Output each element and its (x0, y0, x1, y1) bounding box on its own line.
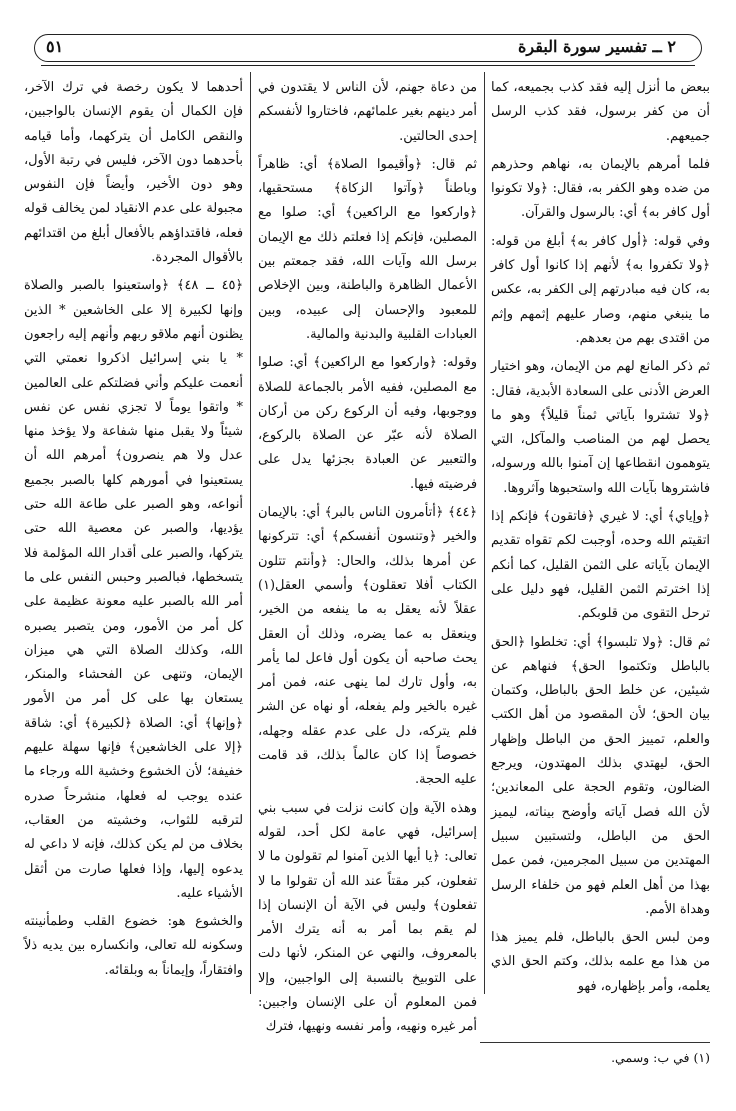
text-column-middle (258, 76, 477, 1035)
paragraph: فلما أمرهم بالإيمان به، نهاهم وحذرهم من ضده وهو الكفر به، فقال: ﴿ولا تكونوا أول كافر به﴾ أي: بالرسول والقرآن. (491, 156, 710, 221)
paragraph: وقوله: ﴿واركعوا مع الراكعين﴾ أي: صلوا مع المصلين، ففيه الأمر بالجماعة للصلاة ووجوبها، وفيه أن الركوع ركن من أركان الصلاة لأنه عبّر عن الصلاة بالركوع، والتعبير عن العبادة بجزئها يدل على فرضيته فيها. (258, 355, 477, 492)
paragraph: ﴿٤٤﴾ ﴿أتأمرون الناس بالبر﴾ أي: بالإيمان والخير ﴿وتنسون أنفسكم﴾ أي: تتركونها عن أمرها بذلك، والحال: ﴿وأنتم تتلون الكتاب أفلا تعقلون﴾ وأسمي العقل(١) عقلاً لأنه يعقل به ما ينفعه من الخير، وينعقل به عما يضره، وذلك أن العقل يحث صاحبه أن يكون أول فاعل لما يأمر به، وأول تارك لما ينهى عنه، فمن أمر غيره بالخير ولم يفعله، أو نهاه عن الشر فلم يتركه، دل على عدم عقله وجهله، خصوصاً إذا كان عالماً بذلك، قد قامت عليه الحجة. (258, 505, 477, 788)
paragraph: ﴿وإياي﴾ أي: لا غيري ﴿فاتقون﴾ فإنكم إذا اتقيتم الله وحده، أوجبت لكم تقواه تقديم الإيمان بآياته على الثمن القليل، كما أنكم إذا اخترتم الثمن القليل، فهو دليل على ترحل التقوى من قلوبكم. (491, 509, 710, 622)
page-header (34, 34, 702, 64)
paragraph: وهذه الآية وإن كانت نزلت في سبب بني إسرائيل، فهي عامة لكل أحد، لقوله تعالى: ﴿يا أيها الذين آمنوا لم تقولون ما لا تفعلون، كبر مقتاً عند الله أن تقولوا ما لا تفعلون﴾ وليس في الآية أن الإنسان إذا لم يقم بما أمر به أنه يترك الأمر بالمعروف، والنهي عن المنكر، لأنها دلت على التوبيخ بالنسبة إلى الواجبين، وإلا فمن المعلوم أن على الإنسان واجبين: أمر غيره ونهيه، وأمر نفسه ونهيها، فترك (258, 800, 477, 1035)
text-column-left (24, 76, 243, 986)
paragraph: ثم قال: ﴿ولا تلبسوا﴾ أي: تخلطوا ﴿الحق بالباطل وتكتموا الحق﴾ فنهاهم عن شيئين، عن خلط الحق بالباطل، وكتمان بيان الحق؛ لأن المقصود من أهل الكتب والعلم، تمييز الحق من الباطل وإظهار الحق، ليهتدي بذلك المهتدون، ويرجع الضالون، وتقوم الحجة على المعاندين؛ لأن الله فصل آياته وأوضح بيناته، ليميز الحق من الباطل، ولتستبين سبيل المهتدين من سبيل المجرمين، فمن عمل بهذا من أهل العلم فهو من خلفاء الرسل وهداة الأمم. (491, 634, 710, 917)
paragraph: والخشوع هو: خضوع القلب وطمأنينته وسكونه لله تعالى، وانكساره بين يديه ذلاً وافتقاراً، وإيماناً به وبلقائه. (24, 914, 243, 978)
text-column-right (491, 76, 710, 994)
paragraph: أحدهما لا يكون رخصة في ترك الآخر، فإن الكمال أن يقوم الإنسان بالواجبين، والنقص الكامل أن يتركهما، وأما قيامه بأحدهما دون الآخر، فليس في رتبة الأول، وهو دون الأخير، وأيضاً فإن النفوس مجبولة على عدم الانقياد لمن يخالف قوله فعله، فاقتداؤهم بالأفعال أبلغ من اقتدائهم بالأقوال المجردة. (24, 80, 243, 266)
footnote: (١) في ب: وسمي. (611, 1050, 710, 1065)
footnote-rule (480, 1042, 710, 1043)
paragraph: ﴿٤٥ ــ ٤٨﴾ ﴿واستعينوا بالصبر والصلاة وإنها لكبيرة إلا على الخاشعين * الذين يظنون أنهم ملاقو ربهم وأنهم إليه راجعون * يا بني إسرائيل اذكروا نعمتي التي أنعمت عليكم وأني فضلتكم على العالمين * واتقوا يوماً لا تجزي نفس عن نفس شيئاً ولا يقبل منها شفاعة ولا يؤخذ منها عدل ولا هم ينصرون﴾ أمرهم الله أن يستعينوا في أمورهم كلها بالصبر بجميع أنواعه، وهو الصبر على طاعة الله حتى يؤديها، والصبر عن معصية الله حتى يتركها، والصبر على أقدار الله المؤلمة فلا يتسخطها، فبالصبر وحبس النفس على ما أمر الله بالصبر عليه معونة عظيمة على كل أمر من الأمور، ومن يتصبر يصبره الله، وكذلك الصلاة التي هي ميزان الإيمان، وتنهى عن الفحشاء والمنكر، يستعان بها على كل أمر من الأمور ﴿وإنها﴾ أي: الصلاة ﴿لكبيرة﴾ أي: شاقة ﴿إلا على الخاشعين﴾ فإنها سهلة عليهم خفيفة؛ لأن الخشوع وخشية الله ورجاء ما عنده يوجب له فعلها، منشرحاً صدره لترقبه للثواب، وخشيته من العقاب، بخلاف من لم يكن كذلك، فإنه لا داعي له يدعوه إليها، وإذا فعلها صارت من أثقل الأشياء عليه. (24, 278, 244, 901)
paragraph: ثم قال: ﴿وأقيموا الصلاة﴾ أي: ظاهراً وباطناً ﴿وآتوا الزكاة﴾ مستحقيها، ﴿واركعوا مع الراكعين﴾ أي: صلوا مع المصلين، فإنكم إذا فعلتم ذلك مع الإيمان برسل الله وآيات الله، فقد جمعتم بين الأعمال الظاهرة والباطنة، وبين الإخلاص للمعبود والإحسان إلى عبيده، وبين العبادات القلبية والبدنية والمالية. (258, 156, 477, 342)
paragraph: من دعاة جهنم، لأن الناس لا يقتدون في أمر دينهم بغير علمائهم، فاختاروا لأنفسكم إحدى الحالتين. (258, 80, 477, 144)
column-divider (484, 72, 485, 994)
column-divider (250, 72, 251, 994)
paragraph: ببعض ما أنزل إليه فقد كذب بجميعه، كما أن من كفر برسول، فقد كذب الرسل جميعهم. (491, 80, 710, 144)
paragraph: ومن لبس الحق بالباطل، فلم يميز هذا من هذا مع علمه بذلك، وكتم الحق الذي يعلمه، وأمر بإظهاره، فهو (491, 930, 710, 994)
paragraph: وفي قوله: ﴿أول كافر به﴾ أبلغ من قوله: ﴿ولا تكفروا به﴾ لأنهم إذا كانوا أول كافر به، كان فيه مبادرتهم إلى الكفر به، عكس ما ينبغي منهم، وصار عليهم إثمهم وإثم من اقتدى بهم من بعدهم. (491, 233, 710, 346)
running-title: ٢ ــ تفسير سورة البقرة (518, 37, 676, 56)
paragraph: ثم ذكر المانع لهم من الإيمان، وهو اختيار العرض الأدنى على السعادة الأبدية، فقال: ﴿ولا تشتروا بآياتي ثمناً قليلاً﴾ وهو ما يحصل لهم من المناصب والمآكل، التي يتوهمون انقطاعها إن آمنوا بالله ورسوله، فاشتروها بآيات الله واستحبوها وآثروها. (491, 359, 710, 496)
page-number: ٥١ (46, 37, 64, 56)
